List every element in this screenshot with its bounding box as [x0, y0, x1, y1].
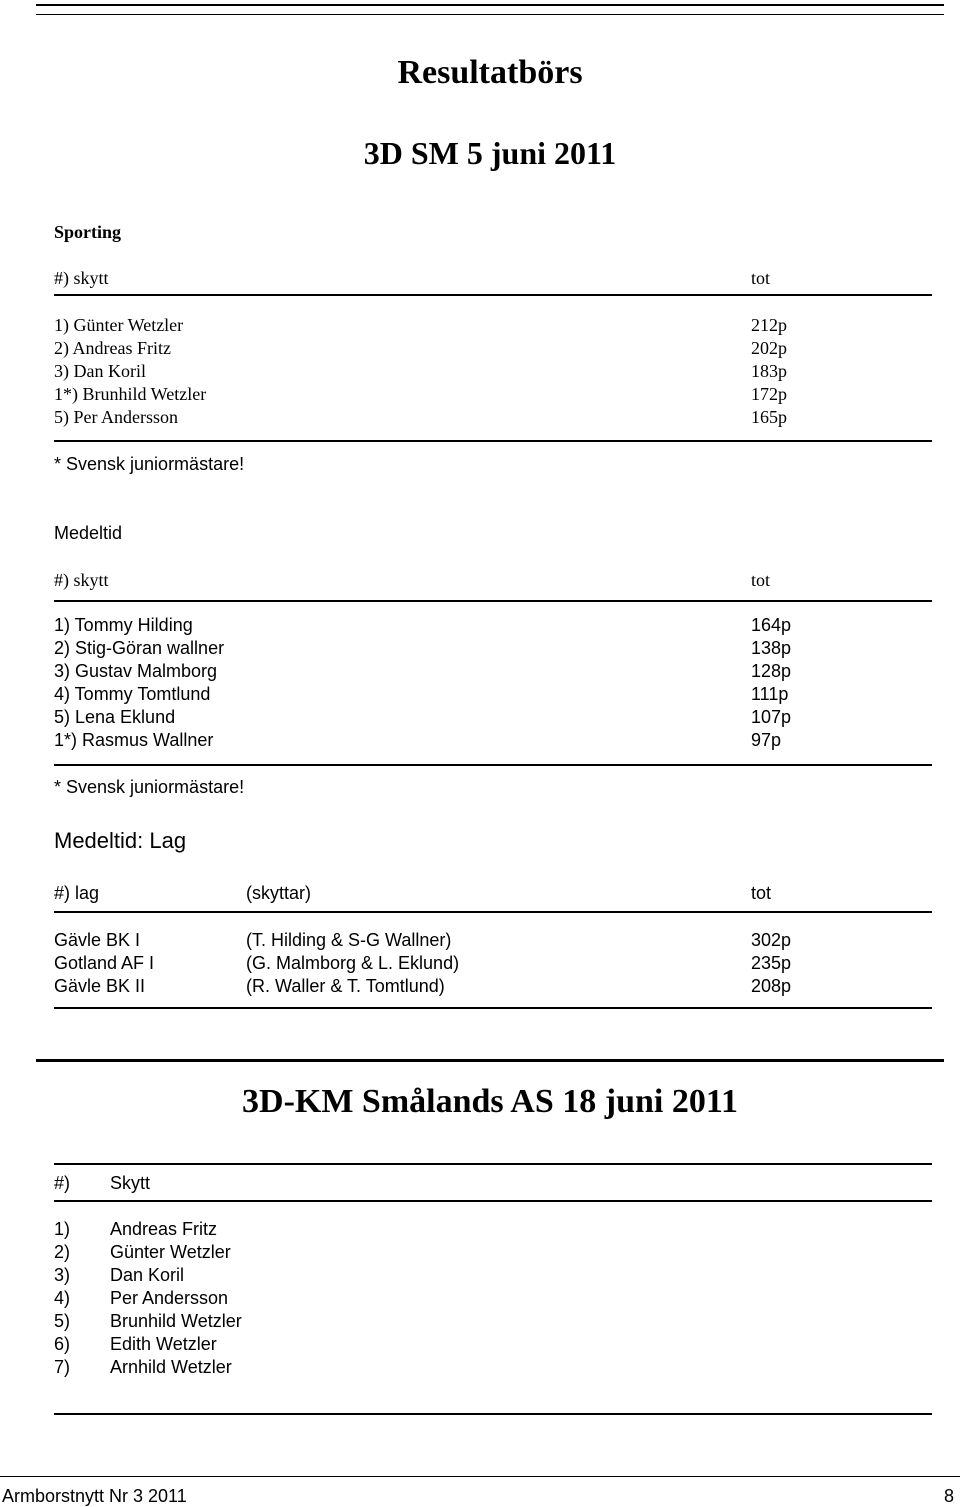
placement: 5)	[54, 1311, 71, 1331]
list-item	[54, 1264, 934, 1287]
table-row	[54, 360, 934, 383]
placement: 1)	[54, 1219, 71, 1239]
shooter-name: 1) Tommy Hilding	[54, 615, 193, 635]
shooter-score: 107p	[751, 707, 792, 727]
table-row	[54, 683, 934, 706]
medeltid-bottom-rule	[54, 764, 932, 766]
shooter-name: Brunhild Wetzler	[110, 1311, 242, 1331]
team-col-team: #) lag	[54, 883, 100, 903]
team-name: Gotland AF I	[54, 953, 155, 973]
team-score: 302p	[751, 930, 792, 950]
team-name: Gävle BK II	[54, 976, 146, 996]
page-title: Resultatbörs	[397, 54, 583, 91]
event1-title: 3D SM 5 juni 2011	[363, 135, 617, 171]
shooter-name: 5) Per Andersson	[54, 407, 178, 427]
shooter-name: 1*) Rasmus Wallner	[54, 730, 214, 750]
event2-top-rule	[36, 1059, 944, 1062]
event2-col-shooter: Skytt	[110, 1173, 151, 1193]
medeltid-col-shooter: #) skytt	[54, 570, 109, 590]
event2-title: 3D-KM Smålands AS 18 juni 2011	[242, 1083, 738, 1120]
medeltid-header-rule	[54, 600, 932, 602]
sporting-header-rule	[54, 294, 932, 296]
sporting-col-total: tot	[751, 268, 771, 288]
top-rule	[36, 4, 944, 6]
shooter-name: Günter Wetzler	[110, 1242, 231, 1262]
shooter-score: 165p	[751, 407, 787, 427]
shooter-name: Andreas Fritz	[110, 1219, 218, 1239]
placement: 6)	[54, 1334, 71, 1354]
team-header-rule	[54, 911, 932, 913]
team-shooters: (R. Waller & T. Tomtlund)	[246, 976, 445, 996]
shooter-score: 212p	[751, 315, 787, 335]
shooter-name: 3) Gustav Malmborg	[54, 661, 218, 681]
event2-col-num: #)	[54, 1173, 71, 1193]
placement: 7)	[54, 1357, 71, 1377]
team-heading: Medeltid: Lag	[54, 828, 187, 853]
list-item	[54, 1333, 934, 1356]
table-row	[54, 337, 934, 360]
table-row	[54, 383, 934, 406]
shooter-name: 3) Dan Koril	[54, 361, 146, 381]
event2-bottom-rule	[54, 1413, 932, 1415]
shooter-name: 4) Tommy Tomtlund	[54, 684, 211, 704]
placement: 2)	[54, 1242, 71, 1262]
table-row	[54, 637, 934, 660]
footer-publication: Armborstnytt Nr 3 2011	[2, 1486, 187, 1506]
shooter-score: 128p	[751, 661, 792, 681]
list-item	[54, 1218, 934, 1241]
medeltid-header	[54, 569, 934, 592]
shooter-name: 2) Stig-Göran wallner	[54, 638, 225, 658]
sporting-col-shooter: #) skytt	[54, 268, 109, 288]
list-item	[54, 1287, 934, 1310]
list-item	[54, 1241, 934, 1264]
placement: 4)	[54, 1288, 71, 1308]
table-row	[54, 729, 934, 752]
top-rule-thin	[36, 14, 944, 15]
table-row	[54, 614, 934, 637]
shooter-name: Arnhild Wetzler	[110, 1357, 232, 1377]
shooter-score: 138p	[751, 638, 792, 658]
placement: 3)	[54, 1265, 71, 1285]
medeltid-col-total: tot	[751, 570, 771, 590]
shooter-name: 2) Andreas Fritz	[54, 338, 171, 358]
shooter-score: 202p	[751, 338, 787, 358]
medeltid-heading: Medeltid	[54, 523, 123, 543]
team-name: Gävle BK I	[54, 930, 141, 950]
shooter-name: 1) Günter Wetzler	[54, 315, 184, 335]
table-row	[54, 952, 934, 975]
footer-page-number: 8	[943, 1486, 954, 1506]
event2-header-rule	[54, 1200, 932, 1202]
shooter-score: 172p	[751, 384, 787, 404]
list-item	[54, 1310, 934, 1333]
table-row	[54, 706, 934, 729]
shooter-score: 111p	[751, 684, 789, 704]
team-score: 235p	[751, 953, 792, 973]
sporting-heading: Sporting	[54, 222, 122, 242]
team-score: 208p	[751, 976, 792, 996]
medeltid-note: * Svensk juniormästare!	[54, 777, 245, 797]
shooter-score: 164p	[751, 615, 792, 635]
footer-rule	[0, 1476, 960, 1477]
event2-rule-top	[54, 1163, 932, 1165]
team-bottom-rule	[54, 1007, 932, 1009]
table-row	[54, 314, 934, 337]
team-header	[54, 882, 934, 905]
sporting-header	[54, 267, 934, 290]
shooter-score: 183p	[751, 361, 787, 381]
team-shooters: (G. Malmborg & L. Eklund)	[246, 953, 460, 973]
sporting-note: * Svensk juniormästare!	[54, 454, 245, 474]
team-shooters: (T. Hilding & S-G Wallner)	[246, 930, 452, 950]
table-row	[54, 929, 934, 952]
shooter-name: 1*) Brunhild Wetzler	[54, 384, 207, 404]
sporting-bottom-rule	[54, 440, 932, 442]
shooter-score: 97p	[751, 730, 782, 750]
shooter-name: Edith Wetzler	[110, 1334, 217, 1354]
team-col-shooters: (skyttar)	[246, 883, 311, 903]
shooter-name: 5) Lena Eklund	[54, 707, 176, 727]
table-row	[54, 406, 934, 429]
shooter-name: Dan Koril	[110, 1265, 185, 1285]
table-row	[54, 975, 934, 998]
shooter-name: Per Andersson	[110, 1288, 229, 1308]
list-item	[54, 1356, 934, 1379]
event2-header	[54, 1172, 934, 1195]
table-row	[54, 660, 934, 683]
team-col-total: tot	[751, 883, 772, 903]
